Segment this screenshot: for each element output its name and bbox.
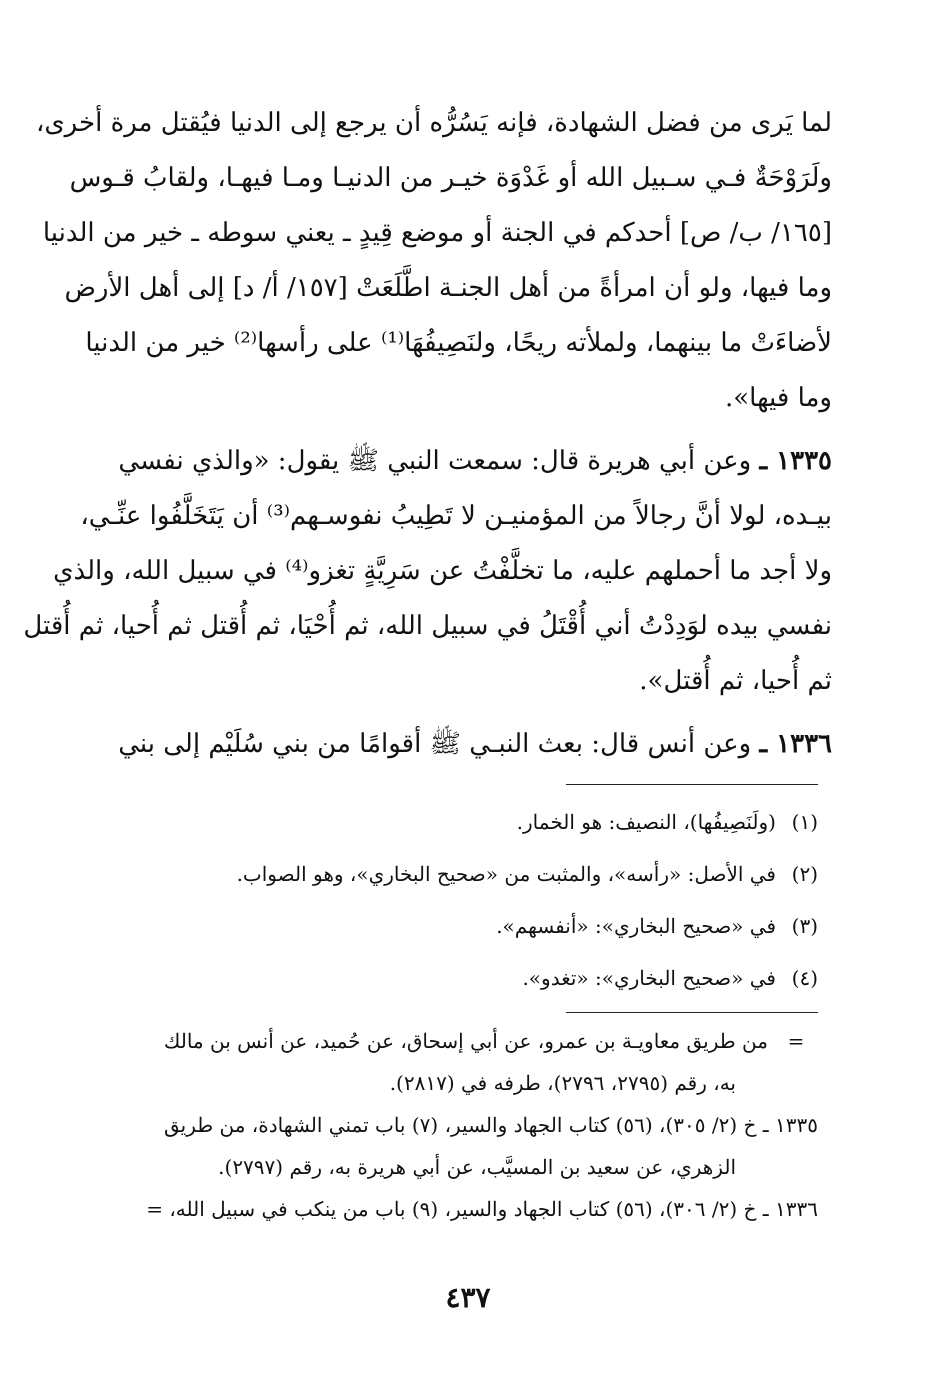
takhrij-line: به، رقم (٢٧٩٥، ٢٧٩٦)، طرفه في (٢٨١٧). [389, 1071, 736, 1095]
text-line: لما يَرى من فضل الشهادة، فإنه يَسُرُّه أن يرجع إلى الدنيا فيُقتل مرة أخرى، [35, 108, 832, 138]
takhrij-entry [106, 1020, 818, 1104]
hadith-1336 [106, 717, 832, 772]
footnote-text: في الأصل: «رأسه»، والمثبت من «صحيح البخاري»، وهو الصواب. [236, 862, 776, 886]
hadith-number: ١٣٣٥ ـ [759, 446, 832, 476]
text-line: وما فيها، ولو أن امرأةً من أهل الجنـة اطَّلَعَتْ [١٥٧/ أ/ د] إلى أهل الأرض [64, 273, 832, 303]
footnote-number: (١) [791, 810, 818, 834]
takhrij-separator [566, 1012, 818, 1013]
footnote [190, 906, 818, 958]
footnote-text: (ولَنَصِيفُها)، النصيف: هو الخمار. [516, 810, 776, 834]
takhrij-entry [106, 1104, 818, 1188]
takhrij-line-body: من طريق معاويـة بن عمرو، عن أبي إسحاق، عن حُميد، عن أنس بن مالك [163, 1029, 768, 1053]
text-line: وما فيها». [724, 383, 832, 413]
takhrij-line: ١٣٣٦ ـ خ (٢/ ٣٠٦)، (٥٦) كتاب الجهاد والسير، (٩) باب من ينكب في سبيل الله، = [146, 1197, 818, 1221]
hadith-number: ١٣٣٦ ـ [759, 729, 832, 759]
footnote-separator [566, 784, 818, 785]
text-line: بيـده، لولا أنَّ رجالاً من المؤمنيـن لا تَطِيبُ نفوسـهم⁽³⁾ أن يَتَخَلَّفُوا عنِّـي، [80, 501, 832, 531]
takhrij-line: ١٣٣٥ ـ خ (٢/ ٣٠٥)، (٥٦) كتاب الجهاد والسير، (٧) باب تمني الشهادة، من طريق [163, 1113, 818, 1137]
footnote-text: في «صحيح البخاري»: «أنفسهم». [496, 914, 776, 938]
footnote-number: (٤) [791, 966, 818, 990]
text-line: ثم أُحيا، ثم أُقتل». [639, 666, 832, 696]
takhrij-line: الزهري، عن سعيد بن المسيَّب، عن أبي هريرة به، رقم (٢٧٩٧). [218, 1155, 736, 1179]
text-line: لأضاءَتْ ما بينهما، ولملأته ريحًا، ولنَصِيفُهَا⁽¹⁾ على رأسها⁽²⁾ خير من الدنيا [85, 328, 832, 358]
footnote-number: (٢) [791, 862, 818, 886]
footnote-text: في «صحيح البخاري»: «تغدو». [522, 966, 776, 990]
takhrij-line [106, 1020, 818, 1062]
text-line: نفسي بيده لوَدِدْتُ أني أُقْتَلُ في سبيل الله، ثم أُحْيَا، ثم أُقتل ثم أُحيا، ثم أُقتل [23, 611, 832, 641]
footnotes [190, 802, 818, 1010]
footnote [190, 802, 818, 854]
main-text [23, 96, 832, 780]
hadith-1335 [23, 434, 832, 709]
text-line-body: وعن أنس قال: بعث النبـي ﷺ أقوامًا من بني سُلَيْم إلى بني [118, 729, 752, 759]
text-line-body: وعن أبي هريرة قال: سمعت النبي ﷺ يقول: «والذي نفسي [118, 446, 752, 476]
footnote-number: (٣) [791, 914, 818, 938]
takhrij-notes [106, 1020, 818, 1230]
takhrij-entry [106, 1188, 818, 1230]
text-line: ولا أجد ما أحملهم عليه، ما تخلَّفْتُ عن سَرِيَّةٍ تغزو⁽⁴⁾ في سبيل الله، والذي [53, 556, 832, 586]
text-line: [١٦٥/ ب/ ص] أحدكم في الجنة أو موضع قِيدٍ ـ يعني سوطه ـ خير من الدنيا [42, 218, 832, 248]
paragraph-continuation [35, 96, 832, 426]
text-line [106, 434, 832, 489]
footnote [190, 958, 818, 1010]
footnote [190, 854, 818, 906]
text-line [106, 717, 832, 772]
text-line: ولَرَوْحَةٌ فـي سـبيل الله أو غَدْوَة خيـر من الدنيـا ومـا فيهـا، ولقابُ قـوس [69, 163, 832, 193]
continuation-mark: = [787, 1029, 805, 1053]
page-number: ٤٣٧ [445, 1281, 491, 1314]
